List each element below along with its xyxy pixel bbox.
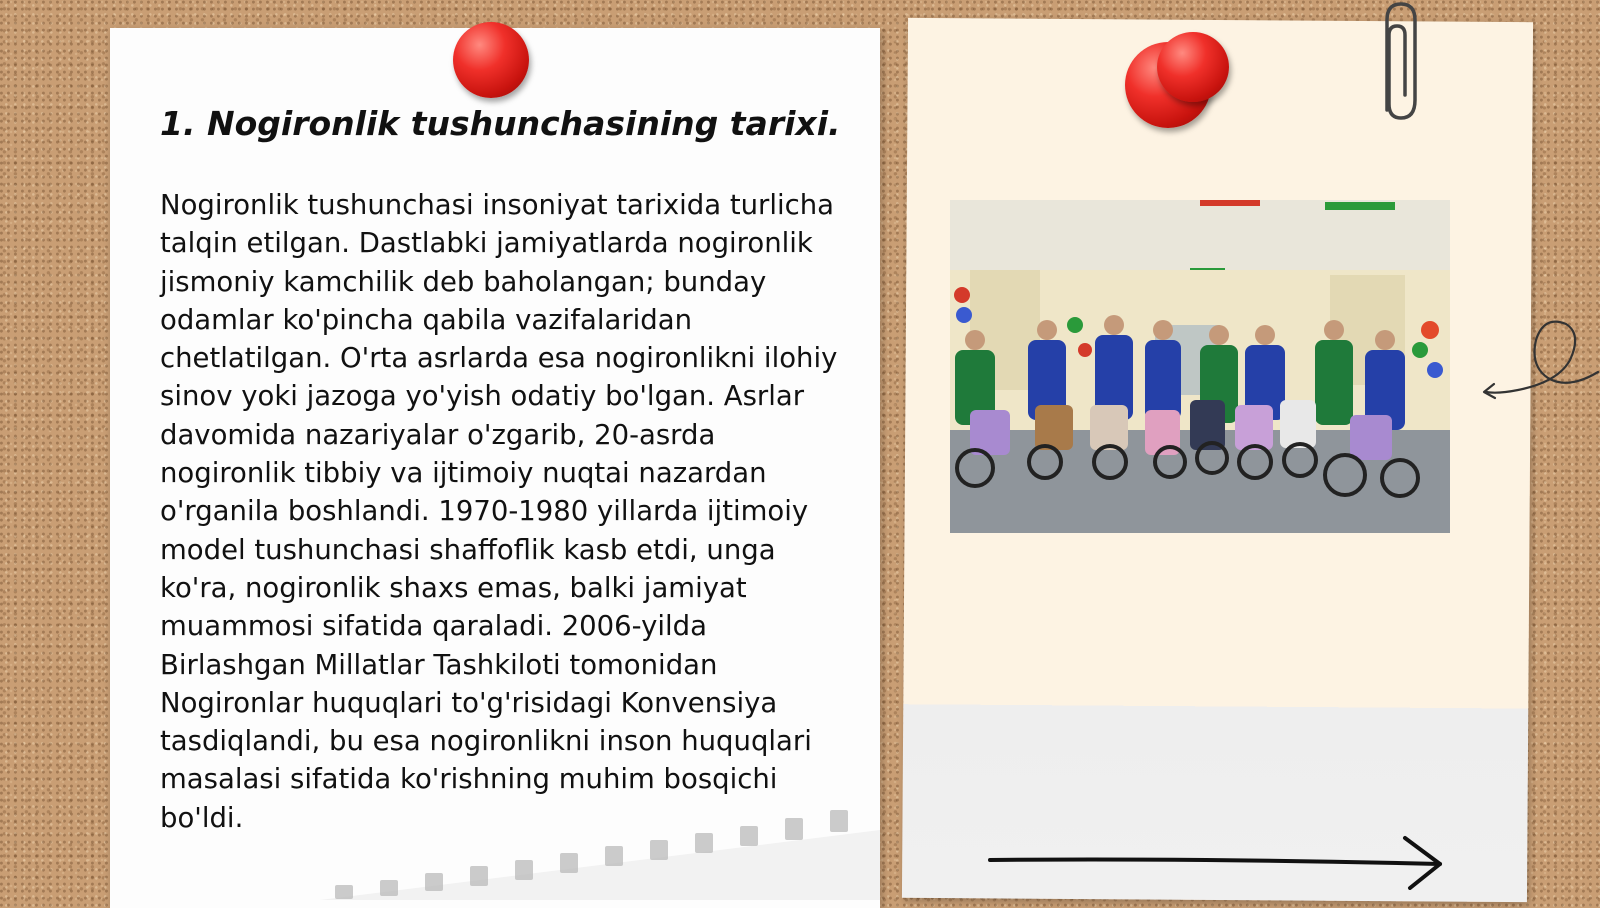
paper-clip-icon (1375, 0, 1425, 125)
long-arrow-icon (985, 830, 1450, 890)
curly-arrow-icon (1478, 310, 1600, 410)
push-pin-icon (453, 22, 533, 102)
group-photo (950, 200, 1450, 533)
page-title: 1. Nogironlik tushunchasining tarixi. (160, 104, 841, 143)
body-paragraph: Nogironlik tushunchasi insoniyat tarixida turlicha talqin etilgan. Dastlabki jamiyatlarda nogironlik jismoniy kamchilik deb baholangan; bunday odamlar ko'pincha qabila vazifalaridan chetlatilgan. O'rta asrlarda esa nogironlikni ilohiy sinov yoki jazoga yo'yish odatiy bo'lgan. Asrlar davomida nazariyalar o'zgarib, 20-asrda nogironlik tibbiy va ijtimoiy nuqtai nazardan o'rganila boshlandi. 1970-1980 yillarda ijtimoiy model tushunchasi shaffoflik kasb etdi, unga ko'ra, nogironlik shaxs emas, balki jamiyat muammosi sifatida qaraladi. 2006-yilda Birlashgan Millatlar Tashkiloti tomonidan Nogironlar huquqlari to'g'risidagi Konvensiya tasdiqlandi, bu esa nogironlikni inson huquqlari masalasi sifatida ko'rishning muhim bosqichi bo'ldi. (160, 189, 838, 834)
push-pin-icon (1125, 32, 1235, 132)
